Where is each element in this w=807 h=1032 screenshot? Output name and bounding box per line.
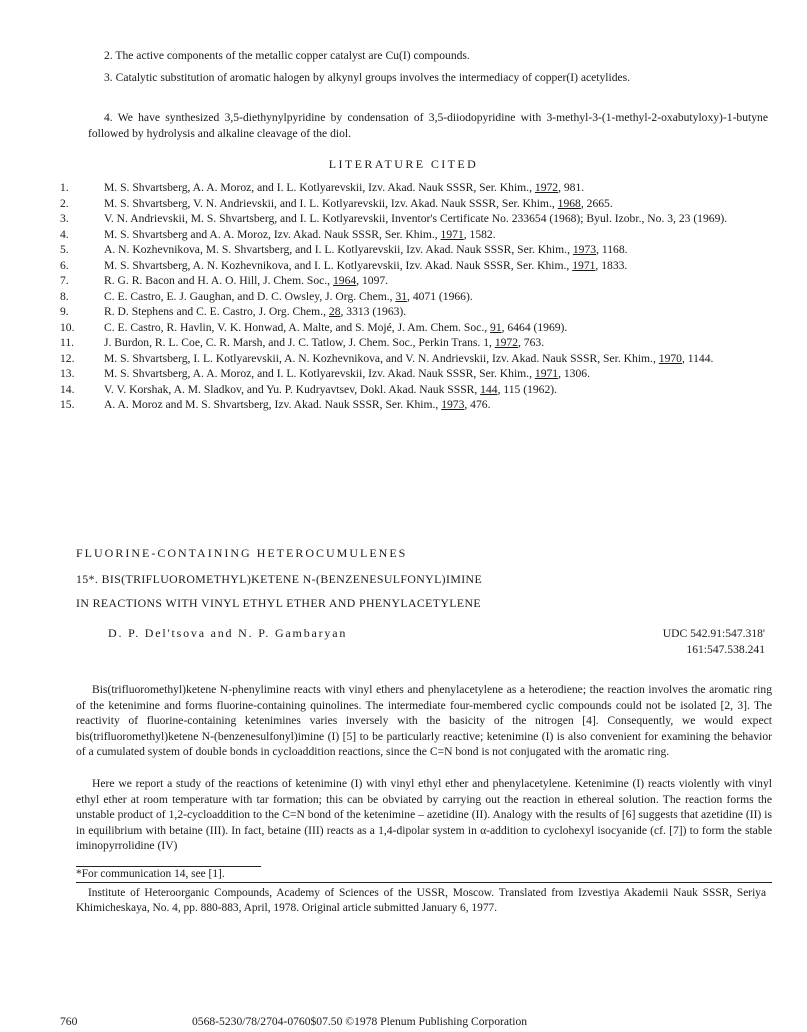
reference-number: 15.: [60, 398, 75, 411]
body-paragraph-1: Bis(trifluoromethyl)ketene N-phenylimine reacts with vinyl ethers and phenylacetylene as a heterodiene; the reaction involves the aromatic ring of the ketenimine and forms fluorine-containing quinolines. The intermediate four-membered cyclic compounds could not be isolated [2, 3]. The reactivity of fluorine-containing ketenimines varies inversely with the basicity of the nitrogen [4]. Consequently, we would expect bis(trifluoromethyl)ketene N-(benzenesulfonyl)imine (I) [5] to be particularly reactive; ketenimine (I) is also convenient for examining the behavior of a cumulated system of double bonds in cycloaddition reactions, since the C=N bond is not conjugated with the aromatic ring.: [76, 683, 772, 758]
reference-year-volume: 1971: [572, 258, 596, 272]
reference-pages: , 1833.: [595, 258, 628, 272]
reference-number: 3.: [60, 212, 69, 225]
reference-text: [104, 242, 772, 258]
reference-item: [60, 180, 772, 196]
article-subtitle-line-1: 15*. BIS(TRIFLUOROMETHYL)KETENE N-(BENZENESULFONYL)IMINE: [76, 572, 483, 586]
reference-number: 4.: [60, 227, 69, 241]
reference-citation: A. A. Moroz and M. S. Shvartsberg, Izv. Akad. Nauk SSSR, Ser. Khim.,: [104, 398, 442, 411]
reference-number: 6.: [60, 258, 69, 272]
reference-pages: , 115 (1962).: [497, 382, 558, 396]
reference-item: [60, 397, 772, 413]
reference-text: [104, 196, 772, 212]
reference-citation: J. Burdon, R. L. Coe, C. R. Marsh, and J. C. Tatlow, J. Chem. Soc., Perkin Trans. 1,: [104, 336, 495, 349]
reference-citation: M. S. Shvartsberg, I. L. Kotlyarevskii, A. N. Kozhevnikova, and V. N. Andrievskii, Izv. Akad. Nauk SSSR, Ser. Khim.,: [104, 351, 659, 365]
udc-code: [663, 626, 765, 657]
body-paragraph-2: Here we report a study of the reactions of ketenimine (I) with vinyl ethyl ether and phenylacetylene. Ketenimine (I) reacts violently with vinyl ethyl ether at room temperature with tar formation; this can be obviated by carrying out the reaction in ethereal solution. The reaction forms the unstable product of 1,2-cycloaddition to the C=N bond of the ketenimine – azetidine (II). Analogy with the results of [6] suggests that azetidine (II) is in equilibrium with betaine (III). In fact, betaine (III) reacts as a 1,4-dipolar system in α-addition to cyclohexyl isocyanide (cf. [7]) to form the stable iminopyrrolidine (IV): [76, 777, 772, 852]
reference-text: [104, 351, 772, 367]
series-title: FLUORINE-CONTAINING HETEROCUMULENES: [76, 546, 408, 560]
reference-item: [60, 320, 772, 336]
udc-line-1: UDC 542.91:547.318': [662, 627, 765, 640]
reference-year-volume: 1973: [441, 398, 465, 411]
reference-text: [104, 258, 772, 274]
reference-item: [60, 258, 772, 274]
reference-item: [60, 289, 772, 305]
reference-citation: M. S. Shvartsberg, V. N. Andrievskii, and I. L. Kotlyarevskii, Izv. Akad. Nauk SSSR, Ser. Khim.,: [104, 196, 558, 210]
reference-pages: , 763.: [518, 336, 545, 349]
reference-text: [104, 304, 772, 320]
reference-item: [60, 242, 772, 258]
reference-year-volume: 91: [490, 320, 502, 334]
reference-text: [104, 273, 772, 289]
reference-number: 11.: [60, 336, 75, 349]
reference-text: [104, 211, 772, 227]
reference-item: [60, 273, 772, 289]
reference-citation: A. N. Kozhevnikova, M. S. Shvartsberg, and I. L. Kotlyarevskii, Izv. Akad. Nauk SSSR, Ser. Khim.,: [104, 243, 573, 256]
udc-line-2: 161:547.538.241: [686, 642, 765, 656]
reference-text: [104, 335, 772, 351]
reference-pages: , 4071 (1966).: [407, 289, 473, 303]
reference-pages: , 1306.: [558, 367, 590, 380]
reference-item: [60, 304, 772, 320]
article-subtitle-line-2: IN REACTIONS WITH VINYL ETHYL ETHER AND PHENYLACETYLENE: [76, 596, 482, 610]
reference-pages: , 1144.: [681, 351, 714, 365]
reference-item: [60, 211, 772, 227]
reference-citation: M. S. Shvartsberg, A. A. Moroz, and I. L. Kotlyarevskii, Izv. Akad. Nauk SSSR, Ser. Khim.,: [104, 181, 535, 194]
reference-citation: R. D. Stephens and C. E. Castro, J. Org. Chem.,: [104, 305, 329, 318]
reference-citation: C. E. Castro, E. J. Gaughan, and D. C. Owsley, J. Org. Chem.,: [104, 289, 396, 303]
reference-year-volume: 1972: [534, 181, 559, 194]
publication-line: 0568-5230/78/2704-0760$07.50 ©1978 Plenum Publishing Corporation: [192, 1015, 528, 1028]
reference-text: [104, 180, 772, 196]
reference-text: [104, 366, 772, 382]
reference-citation: C. E. Castro, R. Havlin, V. K. Honwad, A. Malte, and S. Mojé, J. Am. Chem. Soc.,: [104, 320, 491, 334]
reference-number: 1.: [60, 181, 69, 194]
reference-item: [60, 227, 772, 243]
affiliation-divider: [76, 882, 772, 883]
conclusion-2: 2. The active components of the metallic copper catalyst are Cu(I) compounds.: [104, 49, 470, 62]
reference-number: 5.: [60, 243, 69, 256]
reference-number: 9.: [60, 305, 69, 318]
reference-pages: , 1168.: [596, 243, 628, 256]
reference-number: 13.: [60, 367, 75, 380]
author-names: D. P. Del'tsova and N. P. Gambaryan: [108, 626, 348, 640]
reference-citation: M. S. Shvartsberg, A. N. Kozhevnikova, and I. L. Kotlyarevskii, Izv. Akad. Nauk SSSR, Ser. Khim.,: [104, 258, 573, 272]
reference-year-volume: 1971: [534, 367, 559, 380]
reference-number: 2.: [60, 196, 69, 210]
reference-year-volume: 1964: [332, 274, 357, 287]
reference-number: 7.: [60, 274, 69, 287]
reference-year-volume: 1973: [572, 243, 597, 256]
conclusion-3: 3. Catalytic substitution of aromatic halogen by alkynyl groups involves the intermediacy of copper(I) acetylides.: [104, 71, 631, 84]
reference-year-volume: 1971: [440, 227, 464, 241]
reference-item: [60, 366, 772, 382]
conclusion-4: 4. We have synthesized 3,5-diethynylpyridine by condensation of 3,5-diiodopyridine with 3-methyl-3-(1-methyl-2-oxabutyloxy)-1-butyne followed by hydrolysis and alkaline cleavage of the diol.: [88, 111, 768, 140]
reference-number: 14.: [60, 382, 75, 396]
literature-cited-heading: LITERATURE CITED: [328, 157, 479, 171]
reference-text: [104, 227, 772, 243]
page-number: 760: [60, 1015, 78, 1028]
reference-pages: , 3313 (1963).: [340, 305, 407, 318]
reference-citation: M. S. Shvartsberg, A. A. Moroz, and I. L. Kotlyarevskii, Izv. Akad. Nauk SSSR, Ser. Khim.,: [104, 367, 535, 380]
reference-pages: , 1097.: [356, 274, 389, 287]
reference-citation: M. S. Shvartsberg and A. A. Moroz, Izv. Akad. Nauk SSSR, Ser. Khim.,: [104, 227, 441, 241]
reference-pages: , 476.: [464, 398, 491, 411]
reference-year-volume: 1970: [658, 351, 682, 365]
reference-item: [60, 335, 772, 351]
reference-text: [104, 397, 772, 413]
reference-item: [60, 382, 772, 398]
reference-number: 12.: [60, 351, 75, 365]
reference-year-volume: 1972: [494, 336, 518, 349]
reference-text: [104, 289, 772, 305]
reference-text: [104, 320, 772, 336]
reference-number: 10.: [60, 320, 75, 334]
reference-citation: V. V. Korshak, A. M. Sladkov, and Yu. P. Kudryavtsev, Dokl. Akad. Nauk SSSR,: [104, 382, 481, 396]
reference-pages: , 1582.: [463, 227, 496, 241]
reference-year-volume: 28: [328, 305, 341, 318]
reference-pages: , 981.: [558, 181, 585, 194]
reference-year-volume: 1968: [557, 196, 581, 210]
footnote: *For communication 14, see [1].: [76, 868, 225, 880]
reference-list: [60, 180, 772, 413]
reference-citation: V. N. Andrievskii, M. S. Shvartsberg, and I. L. Kotlyarevskii, Inventor's Certificate No. 233654 (1968); Byul. Izobr., No. 3, 23 (1969).: [104, 212, 728, 225]
reference-pages: , 2665.: [580, 196, 613, 210]
affiliation-note: Institute of Heteroorganic Compounds, Academy of Sciences of the USSR, Moscow. Translated from Izvestiya Akademii Nauk SSSR, Seriya Khimicheskaya, No. 4, pp. 880-883, April, 1978. Original article submitted January 6, 1977.: [76, 887, 766, 914]
reference-text: [104, 382, 772, 398]
reference-year-volume: 144: [480, 382, 498, 396]
reference-year-volume: 31: [395, 289, 408, 303]
reference-citation: R. G. R. Bacon and H. A. O. Hill, J. Chem. Soc.,: [104, 274, 333, 287]
reference-item: [60, 196, 772, 212]
reference-pages: , 6464 (1969).: [501, 320, 568, 334]
reference-item: [60, 351, 772, 367]
reference-number: 8.: [60, 289, 69, 303]
